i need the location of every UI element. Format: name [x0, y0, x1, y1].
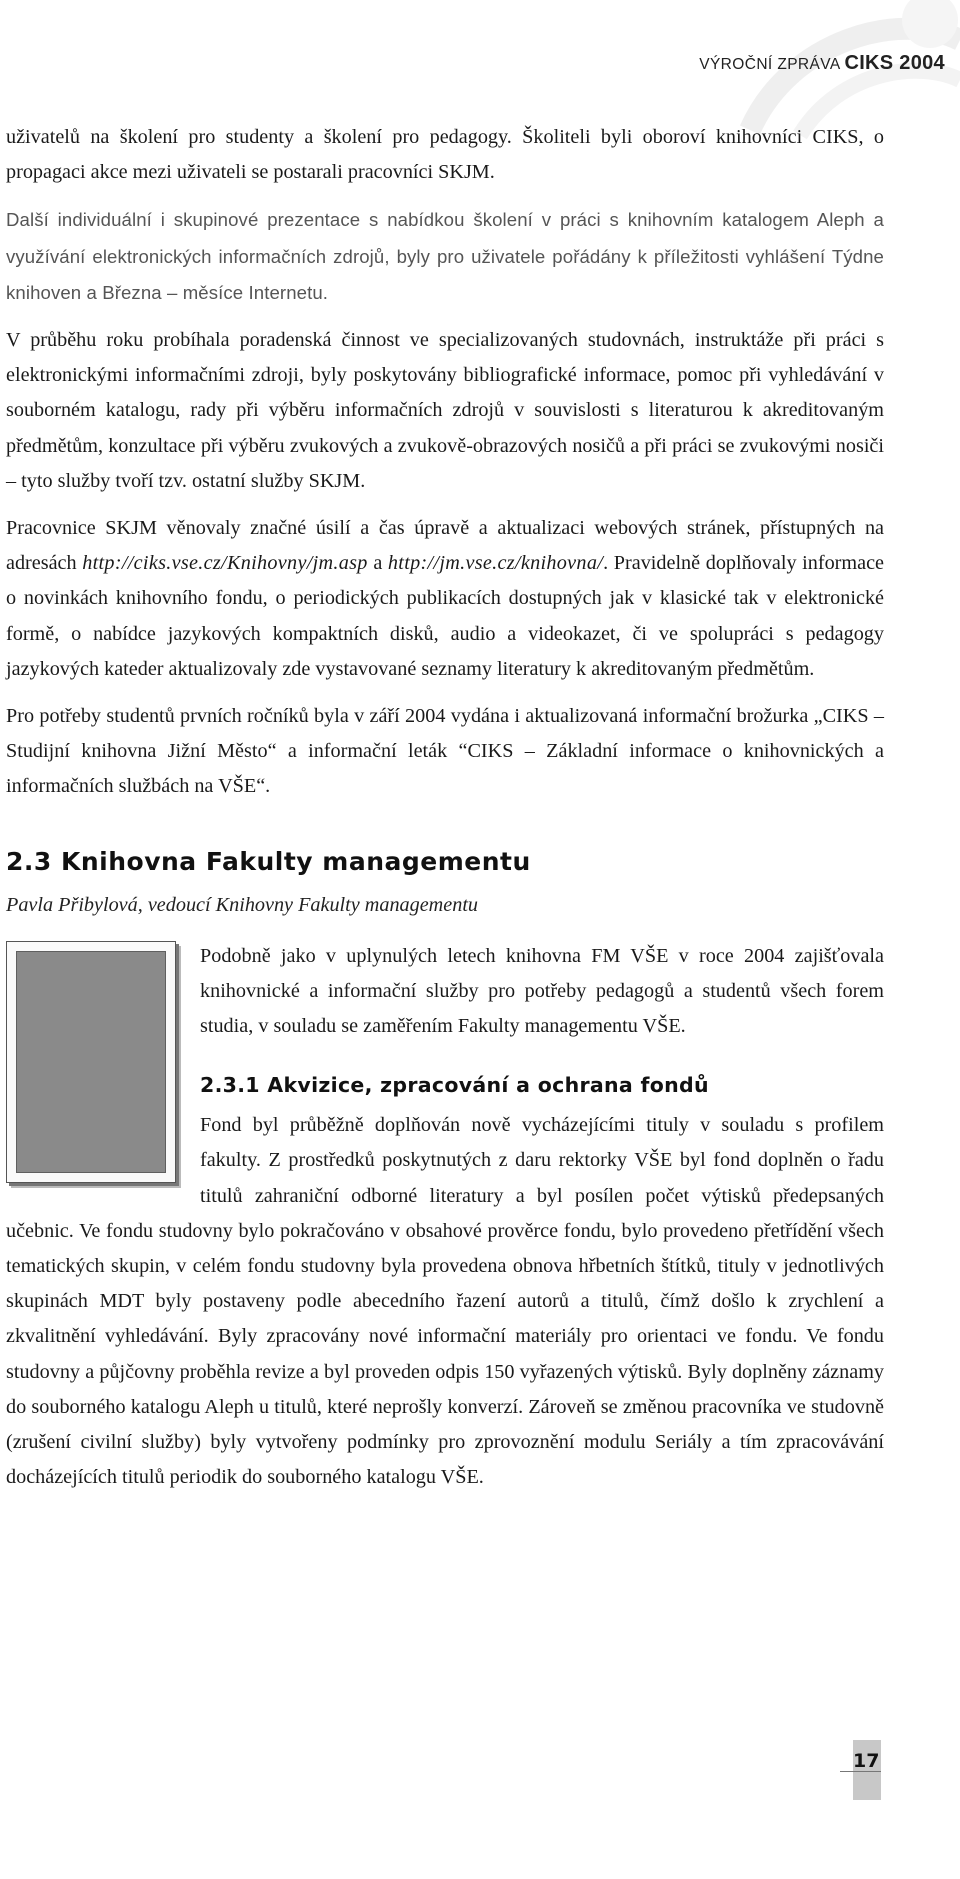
paragraph-presentations	[6, 202, 884, 311]
paragraph-training-users: uživatelů na školení pro studenty a školení pro pedagogy. Školiteli byli oboroví knihovníci CIKS, o propagaci akce mezi uživateli se postarali pracovníci SKJM.	[6, 126, 884, 184]
paragraph-web-pages-and: a	[367, 552, 388, 575]
paragraph-web-pages-lead: Pracovnice SKJM věnovaly značné úsilí a čas úpravě a aktualizaci webových stránek, přístupných na adresách	[6, 517, 884, 575]
subsection-body: Fond byl průběžně doplňován nově vycházejícími tituly v souladu s profilem fakulty. Z prostředků poskytnutých z daru rektorky VŠE byl fond doplněn o řadu titulů zahraniční odborné literatury a byl posílen počet výtisků předepsaných učebnic. Ve fondu studovny bylo pokračováno v obsahové prověrce fondu, bylo provedeno přetřídění všech tematických skupin, v celém fondu studovny byla provedena obnova hřbetních štítků, tituly v jednotlivých skupinách MDT byly postaveny podle abecedního řazení autorů a titulů, čímž došlo k zrychlení a zkvalitnění vyhledávání. Byly zpracovány nové informační materiály pro orientaci ve fondu. Ve fondu studovny a půjčovny proběhla revize a byl proveden odpis 150 vyřazených výtisků. Byly doplněny záznamy do souborného katalogu Aleph u titulů, které neprošly konverzí. Zároveň se změnou pracovníka ve studovně (zrušení civilní služby) byly vytvořeny podmínky pro zprovoznění modulu Seriály a tím zpracovávání docházejících titulů periodik do souborného katalogu VŠE.	[6, 1114, 884, 1489]
paragraph-consulting: V průběhu roku probíhala poradenská činnost ve specializovaných studovnách, instruktáže při práci s elektronickými informačními zdroji, byly poskytovány bibliografické informace, pomoc při vyhledávání v souborném katalogu, rady při výběru informačních zdrojů v souvislosti s literaturou k akreditovaným předmětům, konzultace při výběru zvukových a zvukově-obrazových nosičů a při práci se zvukovými nosiči – tyto služby tvoří tzv. ostatní služby SKJM.	[6, 329, 884, 492]
paragraph-brochure: Pro potřeby studentů prvních ročníků byla v září 2004 vydána i aktualizovaná informační brožurka „CIKS – Studijní knihovna Jižní Město“ a informační leták “CIKS – Základní informace o knihovnických a informačních službách na VŠE“.	[6, 705, 884, 798]
report-title-main: CIKS 2004	[844, 52, 945, 74]
paragraph-web-pages	[6, 511, 884, 687]
section-body	[6, 939, 884, 1496]
section-heading: 2.3 Knihovna Fakulty managementu	[6, 846, 531, 876]
paragraph-presentations-text: Další individuální i skupinové prezentace s nabídkou školení v práci s knihovním katalogem Aleph a využívání elektronických informačních zdrojů, byly pro uživatele pořádány k příležitosti vyhlášení Týdne knihoven a Března – měsíce Internetu.	[6, 209, 884, 303]
author-photo	[6, 941, 176, 1183]
subsection-heading: 2.3.1 Akvizice, zpracování a ochrana fondů	[200, 1073, 709, 1098]
page-number: 17	[853, 1750, 880, 1772]
section-intro: Podobně jako v uplynulých letech knihovna FM VŠE v roce 2004 zajišťovala knihovnické a informační služby pro potřeby pedagogů a studentů všech forem studia, v souladu se zaměřením Fakulty managementu VŠE.	[200, 944, 884, 1038]
report-title-prefix: VÝROČNÍ ZPRÁVA	[699, 56, 845, 73]
paragraph-web-pages-rest: . Pravidelně doplňovaly informace o novinkách knihovního fondu, o periodických publikacích dostupných jak v klasické tak v elektronické formě, o nabídce jazykových kompaktních disků, audio a videokazet, či ve spolupráci s pedagogy jazykových kateder aktualizovaly zde vystavované seznamy literatury k akreditovaným předmětům.	[6, 552, 884, 680]
report-title	[699, 52, 945, 75]
author-photo-placeholder	[16, 951, 166, 1173]
link-ciks-knihovny[interactable]: http://ciks.vse.cz/Knihovny/jm.asp	[82, 552, 368, 575]
section-author: Pavla Přibylová, vedoucí Knihovny Fakulty managementu	[6, 893, 479, 916]
link-jm-knihovna[interactable]: http://jm.vse.cz/knihovna/	[387, 552, 604, 575]
page-content	[6, 120, 884, 1496]
